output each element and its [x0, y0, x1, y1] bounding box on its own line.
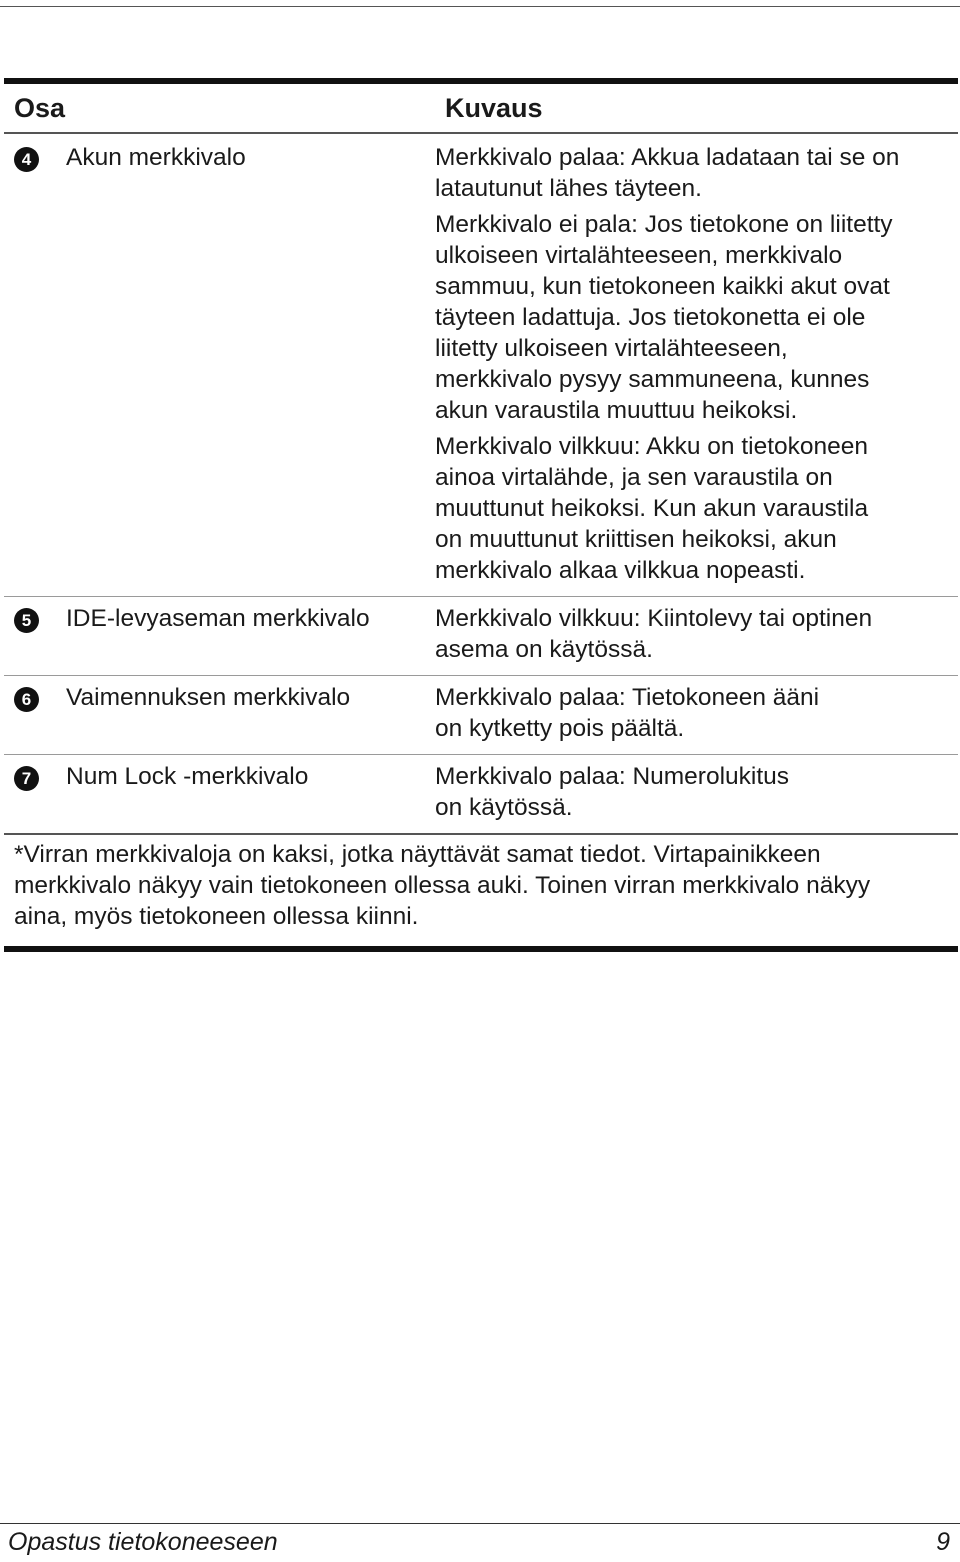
row-part: Num Lock -merkkivalo	[66, 763, 309, 790]
table-row	[4, 134, 958, 597]
description-paragraph: Merkkivalo palaa: Akkua ladataan tai se on latautunut lähes täyteen.	[435, 144, 900, 202]
description-paragraph: Merkkivalo vilkkuu: Kiintolevy tai optinen asema on käytössä.	[435, 605, 873, 663]
row-description	[435, 603, 958, 665]
row-description	[435, 761, 958, 823]
top-rule	[0, 6, 960, 7]
callout-number-badge: 5	[14, 608, 39, 633]
table-row	[4, 676, 958, 755]
callout-number-badge: 7	[14, 766, 39, 791]
description-paragraph: Merkkivalo palaa: Tietokoneen ääni on kytketty pois päältä.	[435, 684, 820, 742]
table-footnote: *Virran merkkivaloja on kaksi, jotka näyttävät samat tiedot. Virtapainikkeen merkkivalo näkyy vain tietokoneen ollessa auki. Toinen virran merkkivalo näkyy aina, myös tietokoneen ollessa kiinni.	[4, 833, 958, 946]
description-paragraph: Merkkivalo palaa: Numerolukitus on käytössä.	[435, 763, 790, 821]
table-row	[4, 755, 958, 833]
page-number: 9	[936, 1528, 950, 1556]
page-footer	[8, 1528, 950, 1557]
description-paragraph: Merkkivalo vilkkuu: Akku on tietokoneen ainoa virtalähde, ja sen varaustila on muuttunut heikoksi. Kun akun varaustila on muuttunut kriittisen heikoksi, akun merkkivalo alkaa vilkkua nopeasti.	[435, 433, 869, 584]
header-part: Osa	[14, 92, 66, 123]
header-description: Kuvaus	[445, 92, 543, 123]
footer-title: Opastus tietokoneeseen	[8, 1528, 278, 1556]
row-part: IDE-levyaseman merkkivalo	[66, 605, 370, 632]
row-description	[435, 682, 958, 744]
indicator-table	[4, 78, 958, 952]
row-description	[435, 142, 958, 586]
table-header	[4, 84, 958, 134]
table-row	[4, 597, 958, 676]
row-part: Vaimennuksen merkkivalo	[66, 684, 351, 711]
description-paragraph: Merkkivalo ei pala: Jos tietokone on liitetty ulkoiseen virtalähteeseen, merkkivalo sammuu, kun tietokoneen kaikki akut ovat täyteen ladattuja. Jos tietokonetta ei ole liitetty ulkoiseen virtalähteeseen, merkkivalo pysyy sammuneena, kunnes akun varaustila muuttuu heikoksi.	[435, 211, 893, 424]
footer-rule	[0, 1523, 960, 1524]
callout-number-badge: 4	[14, 147, 39, 172]
table-bottom-rule	[4, 946, 958, 952]
row-part: Akun merkkivalo	[66, 144, 246, 171]
callout-number-badge: 6	[14, 687, 39, 712]
